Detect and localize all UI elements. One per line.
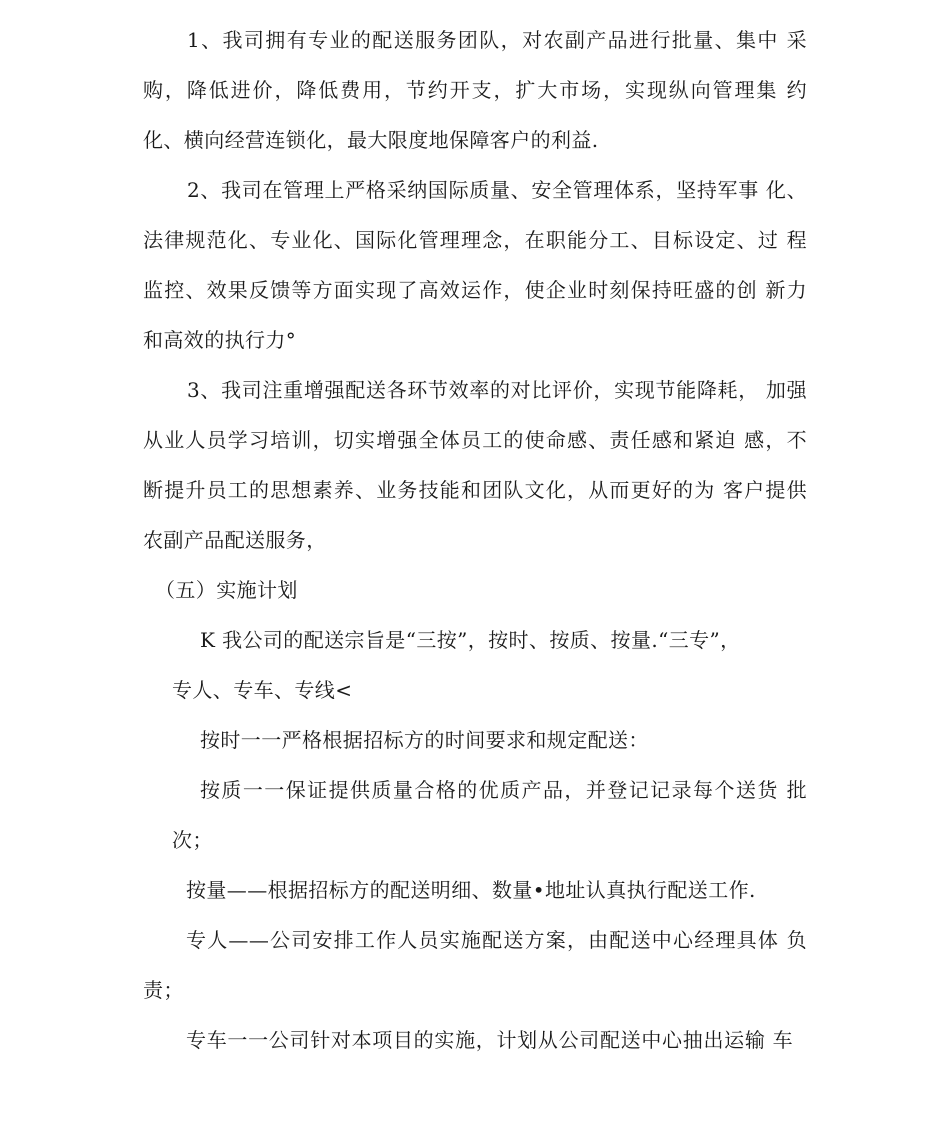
paragraph-2-line-3: 监控、效果反馈等方面实现了高效运作，使企业时刻保持旺盛的创 新力	[143, 278, 807, 302]
paragraph-1-line-2: 购，降低进价，降低费用，节约开支，扩大市场，实现纵向管理集 约	[143, 78, 807, 102]
paragraph-2-line-1: 2、我司在管理上严格采纳国际质量、安全管理体系，坚持军事 化、	[187, 178, 807, 202]
plan-quantity: 按量——根据招标方的配送明细、数量•地址认真执行配送工作.	[186, 878, 756, 902]
plan-intro-line-1: K 我公司的配送宗旨是“三按”，按时、按质、按量.“三专”，	[200, 628, 741, 652]
section-heading: （五）实施计划	[155, 578, 298, 602]
paragraph-3-line-2: 从业人员学习培训，切实增强全体员工的使命感、责任感和紧迫 感，不	[143, 428, 807, 452]
plan-ontime: 按时一一严格根据招标方的时间要求和规定配送：	[200, 728, 649, 752]
paragraph-3-line-1: 3、我司注重增强配送各环节效率的对比评价，实现节能降耗， 加强	[187, 378, 807, 402]
plan-person-line-1: 专人——公司安排工作人员实施配送方案，由配送中心经理具体 负	[186, 928, 807, 952]
plan-intro-line-2: 专人、专车、专线<	[172, 678, 353, 702]
plan-vehicle-line-1: 专车一一公司针对本项目的实施，计划从公司配送中心抽出运输 车	[186, 1028, 793, 1052]
paragraph-2-line-2: 法律规范化、专业化、国际化管理理念，在职能分工、目标设定、过 程	[143, 228, 807, 252]
paragraph-1-line-1: 1、我司拥有专业的配送服务团队，对农副产品进行批量、集中 采	[187, 28, 807, 52]
paragraph-1-line-3: 化、横向经营连锁化，最大限度地保障客户的利益.	[143, 128, 599, 152]
paragraph-2-line-4: 和高效的执行力°	[143, 328, 297, 352]
paragraph-3-line-4: 农副产品配送服务，	[143, 528, 327, 552]
plan-quality-line-1: 按质一一保证提供质量合格的优质产品，并登记记录每个送货 批	[200, 778, 807, 802]
paragraph-3-line-3: 断提升员工的思想素养、业务技能和团队文化，从而更好的为 客户提供	[143, 478, 807, 502]
plan-person-line-2: 责；	[143, 978, 184, 1002]
plan-quality-line-2: 次；	[172, 828, 213, 852]
